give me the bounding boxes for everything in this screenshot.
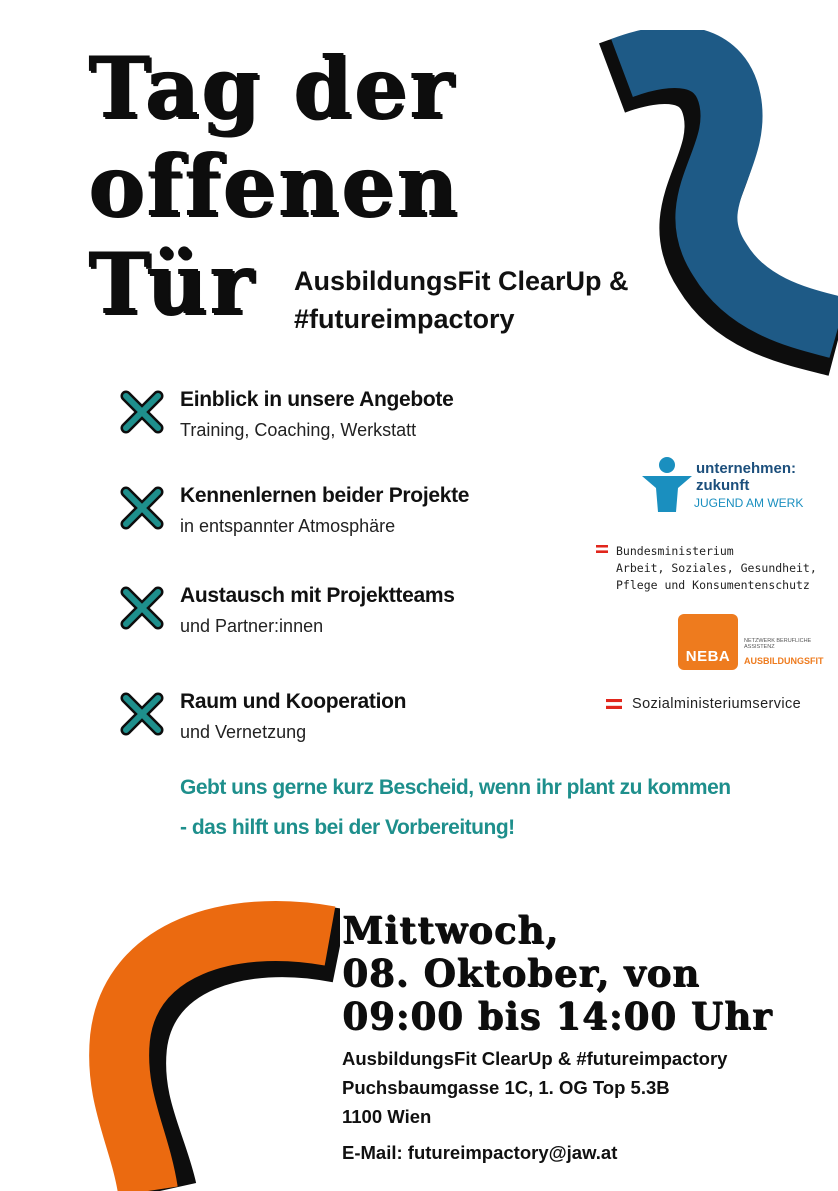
austria-flag-icon	[596, 545, 608, 553]
neba-word: NEBA	[685, 648, 731, 665]
neba-fit-text: AUSBILDUNGSFIT	[744, 656, 824, 666]
feature-subtitle: Training, Coaching, Werkstatt	[180, 420, 417, 440]
orange-ribbon-decoration	[50, 896, 340, 1191]
title-line-2: offenen	[88, 136, 460, 235]
email-line[interactable]: E-Mail: futureimpactory@jaw.at	[342, 1142, 618, 1163]
date-line-2: 08. Oktober, von	[342, 951, 700, 995]
austria-flag-icon	[606, 699, 622, 709]
date-line-1: Mittwoch,	[342, 908, 560, 952]
uz-line-3: JUGEND AM WERK	[694, 496, 804, 510]
subtitle-line-1: AusbildungsFit ClearUp &	[294, 266, 629, 296]
date-line-3: 09:00 bis 14:00 Uhr	[342, 994, 773, 1038]
ministerium-line-2: Arbeit, Soziales, Gesundheit,	[616, 561, 817, 575]
sozialministeriumservice-text: Sozialministeriumservice	[632, 696, 802, 712]
ministerium-line-1: Bundesministerium	[616, 544, 734, 558]
feature-title: Raum und Kooperation	[180, 690, 407, 713]
x-icon	[118, 690, 166, 738]
note-line-2: - das hilft uns bei der Vorbereitung!	[180, 816, 515, 839]
ministerium-text	[616, 543, 817, 594]
neba-small-text: NETZWERK BERUFLICHE ASSISTENZ	[744, 638, 812, 650]
unternehmen-zukunft-logo	[640, 456, 810, 516]
neba-logo	[678, 614, 828, 670]
neba-box	[678, 614, 738, 670]
uz-line-2: zukunft	[696, 477, 750, 494]
title-line-3: Tür	[88, 234, 256, 333]
feature-subtitle: und Partner:innen	[180, 616, 324, 636]
feature-subtitle: und Vernetzung	[180, 722, 307, 742]
address-line-1: AusbildungsFit ClearUp & #futureimpactory	[342, 1048, 728, 1069]
feature-title: Einblick in unsere Angebote	[180, 388, 454, 411]
feature-subtitle: in entspannter Atmosphäre	[180, 516, 396, 536]
feature-title: Kennenlernen beider Projekte	[180, 484, 470, 507]
title-line-1: Tag der	[88, 38, 456, 137]
note-line-1: Gebt uns gerne kurz Bescheid, wenn ihr plant zu kommen	[180, 776, 731, 799]
feature-title: Austausch mit Projektteams	[180, 584, 455, 607]
uz-line-1: unternehmen:	[696, 460, 797, 477]
x-icon	[118, 484, 166, 532]
person-icon	[640, 456, 694, 514]
address-line-3: 1100 Wien	[342, 1106, 432, 1127]
subtitle	[294, 262, 629, 338]
x-icon	[118, 388, 166, 436]
subtitle-line-2: #futureimpactory	[294, 304, 515, 334]
x-icon	[118, 584, 166, 632]
address-line-2: Puchsbaumgasse 1C, 1. OG Top 5.3B	[342, 1077, 670, 1098]
ministerium-line-3: Pflege und Konsumentenschutz	[616, 578, 810, 592]
